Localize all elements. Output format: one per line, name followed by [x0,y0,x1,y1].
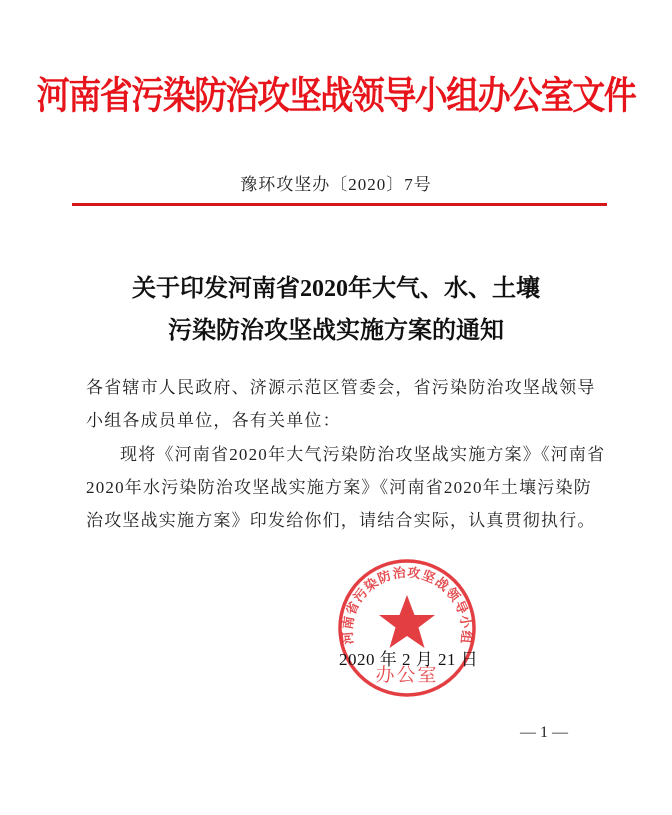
red-divider [72,203,607,206]
notice-title [0,268,672,352]
addressee-paragraph: 各省辖市人民政府、济源示范区管委会，省污染防治攻坚战领导小组各成员单位，各有关单位： [86,378,596,430]
official-seal-icon [336,557,478,699]
page-number: — 1 — [520,724,568,741]
star-icon [379,595,435,648]
notice-title-line-2: 污染防治攻坚战实施方案的通知 [168,318,504,344]
content-paragraph: 现将《河南省2020年大气污染防治攻坚战实施方案》《河南省2020年水污染防治攻坚战实施方案》《河南省2020年土壤污染防治攻坚战实施方案》印发给你们，请结合实际，认真贯彻执行。 [86,445,606,530]
issuer-title: 河南省污染防治攻坚战领导小组办公室文件 [36,73,636,118]
seal-ring-text: 河南省污染防治攻坚战领导小组 [340,565,474,646]
issue-date: 2020 年 2 月 21 日 [339,650,479,669]
notice-title-line-1: 关于印发河南省2020年大气、水、土壤 [132,276,540,302]
seal-center-text: 办公室 [375,664,439,686]
document-number: 豫环攻坚办〔2020〕7号 [240,175,432,194]
